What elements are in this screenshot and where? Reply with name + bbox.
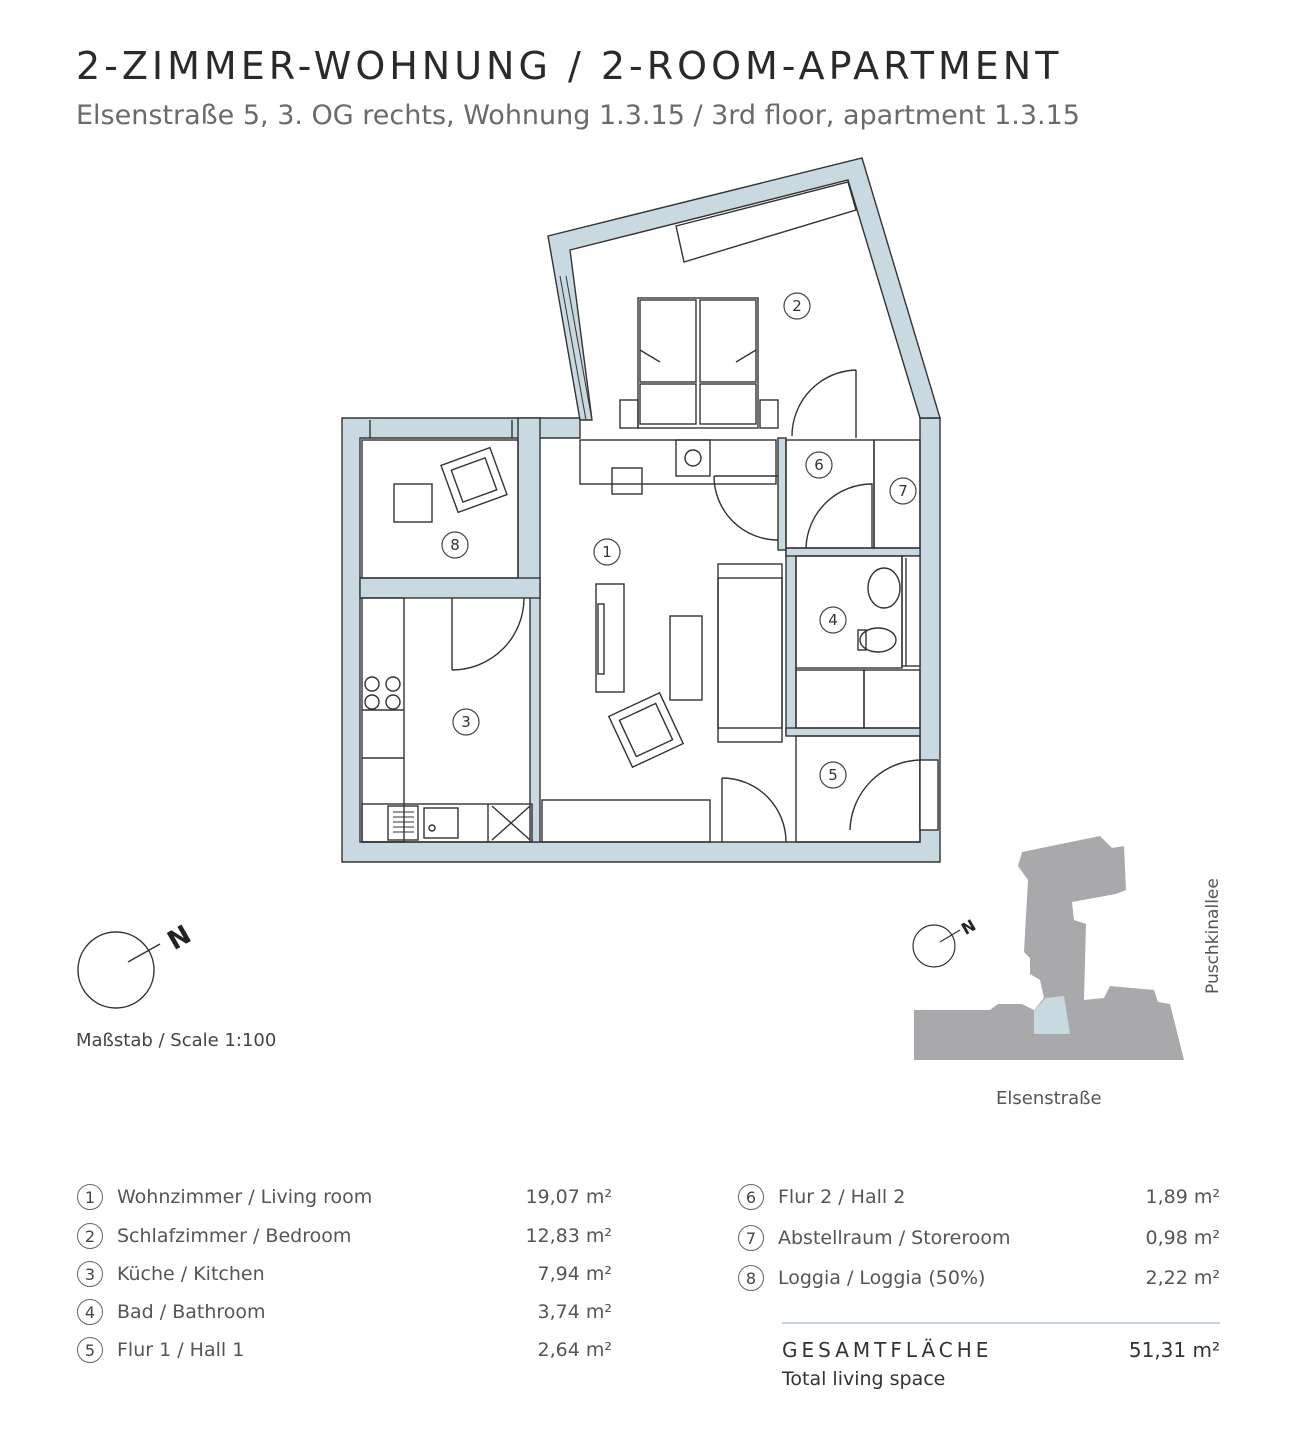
- room-number-8: 8: [450, 536, 460, 554]
- hall1-door-left: [722, 778, 786, 842]
- wall-bath-right: [902, 556, 920, 666]
- legend-area: 3,74 m²: [537, 1301, 612, 1323]
- wall-bath-bottom: [786, 728, 920, 736]
- total-divider: [782, 1322, 1220, 1324]
- site-north-arrow-icon: [913, 925, 960, 967]
- legend-label: Abstellraum / Storeroom: [778, 1227, 1011, 1249]
- legend-label: Flur 1 / Hall 1: [117, 1339, 245, 1361]
- site-plan-highlight: [1034, 996, 1070, 1034]
- wall-hall-left: [778, 438, 786, 550]
- wall-loggia-bottom: [360, 578, 540, 598]
- sink-icon: [424, 808, 458, 838]
- page-subtitle: Elsenstraße 5, 3. OG rechts, Wohnung 1.3.15 / 3rd floor, apartment 1.3.15: [76, 100, 1080, 131]
- legend-item: [77, 1295, 612, 1329]
- legend-area: 19,07 m²: [525, 1186, 612, 1208]
- kitchen-door: [452, 598, 524, 670]
- living-armchair: [609, 693, 683, 767]
- wall-bath-left: [786, 550, 796, 732]
- legend-number: 7: [738, 1225, 764, 1251]
- washbasin-icon: [868, 568, 900, 608]
- legend-area: 2,22 m²: [1145, 1267, 1220, 1289]
- legend-item: [77, 1257, 612, 1291]
- compass-north-label: N: [162, 919, 197, 957]
- legend-label: Wohnzimmer / Living room: [117, 1186, 373, 1208]
- legend-number: 2: [77, 1223, 103, 1249]
- sofa: [718, 564, 782, 742]
- room-number-6: 6: [814, 456, 824, 474]
- shower: [864, 670, 920, 728]
- site-north-label: N: [958, 915, 980, 939]
- living-door: [714, 476, 778, 540]
- legend-number: 1: [77, 1184, 103, 1210]
- room-number-3: 3: [461, 713, 471, 731]
- room-number-5: 5: [828, 766, 838, 784]
- desk: [580, 440, 776, 484]
- bedroom-door: [792, 370, 856, 438]
- hall2-room: [786, 440, 874, 548]
- loggia-table: [394, 484, 432, 522]
- north-arrow-icon: [78, 932, 160, 1008]
- legend-area: 2,64 m²: [537, 1339, 612, 1361]
- stove-icon: [365, 677, 400, 709]
- legend-item: [738, 1261, 1220, 1295]
- scale-label: Maßstab / Scale 1:100: [76, 1030, 277, 1051]
- legend-item: [738, 1221, 1220, 1255]
- fridge-icon: [492, 806, 530, 840]
- legend-item: [738, 1180, 1220, 1214]
- page-title: 2-ZIMMER-WOHNUNG / 2-ROOM-APARTMENT: [76, 44, 1063, 88]
- total-sub-label: Total living space: [782, 1368, 946, 1390]
- total-area: 51,31 m²: [1128, 1338, 1220, 1362]
- hall1-room: [796, 736, 920, 842]
- loggia-armchair: [441, 448, 507, 513]
- room-number-2: 2: [792, 297, 802, 315]
- legend-item: [77, 1180, 612, 1214]
- wall-hall2-bottom: [786, 548, 920, 556]
- hall2-door: [806, 484, 872, 548]
- legend-area: 12,83 m²: [525, 1225, 612, 1247]
- living-sideboard: [542, 800, 710, 842]
- hall1-door-right: [850, 760, 920, 830]
- room-number-7: 7: [898, 482, 908, 500]
- legend-label: Schlafzimmer / Bedroom: [117, 1225, 352, 1247]
- legend-number: 4: [77, 1299, 103, 1325]
- legend-number: 5: [77, 1337, 103, 1363]
- legend-label: Bad / Bathroom: [117, 1301, 266, 1323]
- total-label: GESAMTFLÄCHE: [782, 1338, 993, 1362]
- street-bottom-label: Elsenstraße: [996, 1088, 1102, 1109]
- legend-number: 3: [77, 1261, 103, 1287]
- legend-area: 7,94 m²: [537, 1263, 612, 1285]
- legend-area: 0,98 m²: [1145, 1227, 1220, 1249]
- legend-number: 8: [738, 1265, 764, 1291]
- bed: [638, 298, 758, 428]
- wall-loggia-right: [518, 418, 540, 588]
- tv-board: [596, 584, 624, 692]
- legend-label: Küche / Kitchen: [117, 1263, 265, 1285]
- outer-wall-bedroom: [548, 158, 940, 420]
- room-number-1: 1: [602, 543, 612, 561]
- legend-item: [77, 1333, 612, 1367]
- street-right-label: Puschkinallee: [1203, 878, 1223, 994]
- legend-label: Flur 2 / Hall 2: [778, 1186, 906, 1208]
- coffee-table: [670, 616, 702, 700]
- legend-label: Loggia / Loggia (50%): [778, 1267, 986, 1289]
- legend-number: 6: [738, 1184, 764, 1210]
- legend-area: 1,89 m²: [1145, 1186, 1220, 1208]
- legend-item: [77, 1219, 612, 1253]
- room-number-4: 4: [828, 611, 838, 629]
